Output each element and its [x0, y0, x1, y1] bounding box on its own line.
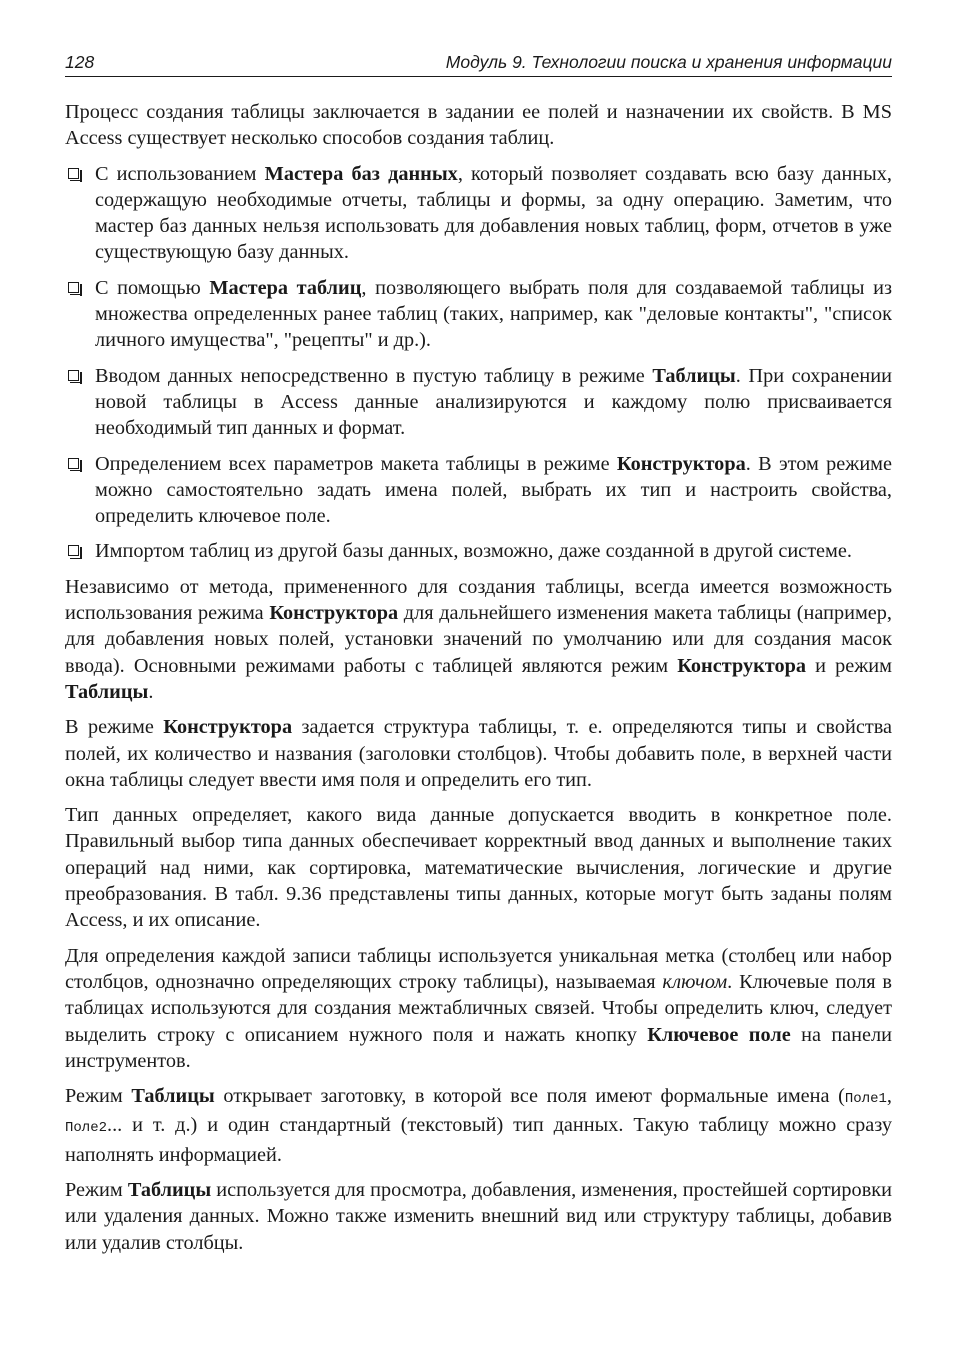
paragraph-table-mode: Режим Таблицы открывает заготовку, в которой все поля имеют формальные имена (Поле1, Поле2... и т. д.) и один стандартный (текстовый) тип данных. Такую таблицу можно сразу наполнять информацией. — [65, 1085, 892, 1166]
paragraph-constructor-usage: Независимо от метода, примененного для создания таблицы, всегда имеется возможность использования режима Конструктора для дальнейшего изменения макета таблицы (например, для добавления новых полей, установки значений по умолчанию или для создания масок ввода). Основными режимами работы с таблицей являются режим Конструктора и режим Таблицы. — [65, 575, 892, 703]
intro-paragraph: Процесс создания таблицы заключается в задании ее полей и назначении их свойств. В MS Access существует несколько способов создания таблиц. — [65, 101, 892, 150]
checkbox-bullet-icon — [68, 458, 79, 469]
list-item: Импортом таблиц из другой базы данных, возможно, даже созданной в другой системе. — [65, 538, 892, 564]
list-item: С помощью Мастера таблиц, позволяющего выбрать поля для создаваемой таблицы из множества определенных ранее таблиц (таких, например, как "деловые контакты", "список личного имущества", "рецепты" и др.). — [65, 275, 892, 354]
methods-list — [65, 161, 892, 565]
checkbox-bullet-icon — [68, 168, 79, 179]
checkbox-bullet-icon — [68, 545, 79, 556]
page-number: 128 — [65, 52, 95, 72]
paragraph-constructor-mode: В режиме Конструктора задается структура таблицы, т. е. определяются типы и свойства полей, их количество и названия (заголовки столбцов). Чтобы добавить поле, в верхней части окна таблицы следует ввести имя поля и определить его тип. — [65, 716, 892, 791]
list-item: С использованием Мастера баз данных, который позволяет создавать всю базу данных, содержащую необходимые отчеты, таблицы и формы, за одну операцию. Заметим, что мастер баз данных нельзя использовать для добавления новых таблиц, форм, отчетов в уже существующую базу данных. — [65, 161, 892, 266]
paragraph-key-field: Для определения каждой записи таблицы используется уникальная метка (столбец или набор столбцов, однозначно определяющих строку таблицы), называемая ключом. Ключевые поля в таблицах используются для создания межтабличных связей. Чтобы определить ключ, следует выделить строку с описанием нужного поля и нажать кнопку Ключевое поле на панели инструментов. — [65, 944, 893, 1072]
list-item: Вводом данных непосредственно в пустую таблицу в режиме Таблицы. При сохранении новой таблицы в Access данные анализируются и каждому полю присваивается необходимый тип данных и формат. — [65, 363, 892, 442]
checkbox-bullet-icon — [68, 282, 79, 293]
list-item: Определением всех параметров макета таблицы в режиме Конструктора. В этом режиме можно самостоятельно задать имена полей, выбрать их тип и настроить свойства, определить ключевое поле. — [65, 451, 892, 530]
running-title: Модуль 9. Технологии поиска и хранения информации — [445, 52, 892, 72]
checkbox-bullet-icon — [68, 370, 79, 381]
paragraph-table-mode-usage: Режим Таблицы используется для просмотра, добавления, изменения, простейшей сортировки или удаления данных. Можно также изменить внешний вид или структуру таблицы, добавив или удалив столбцы. — [65, 1178, 892, 1254]
running-header — [65, 52, 892, 77]
paragraph-data-types: Тип данных определяет, какого вида данные допускается вводить в конкретное поле. Правильный выбор типа данных обеспечивает корректный ввод данных и выполнение таких операций над ними, как сортировка, математические вычисления, логические и другие преобразования. В табл. 9.36 представлены типы данных, которые могут быть заданы полям Access, и их описание. — [65, 804, 892, 932]
